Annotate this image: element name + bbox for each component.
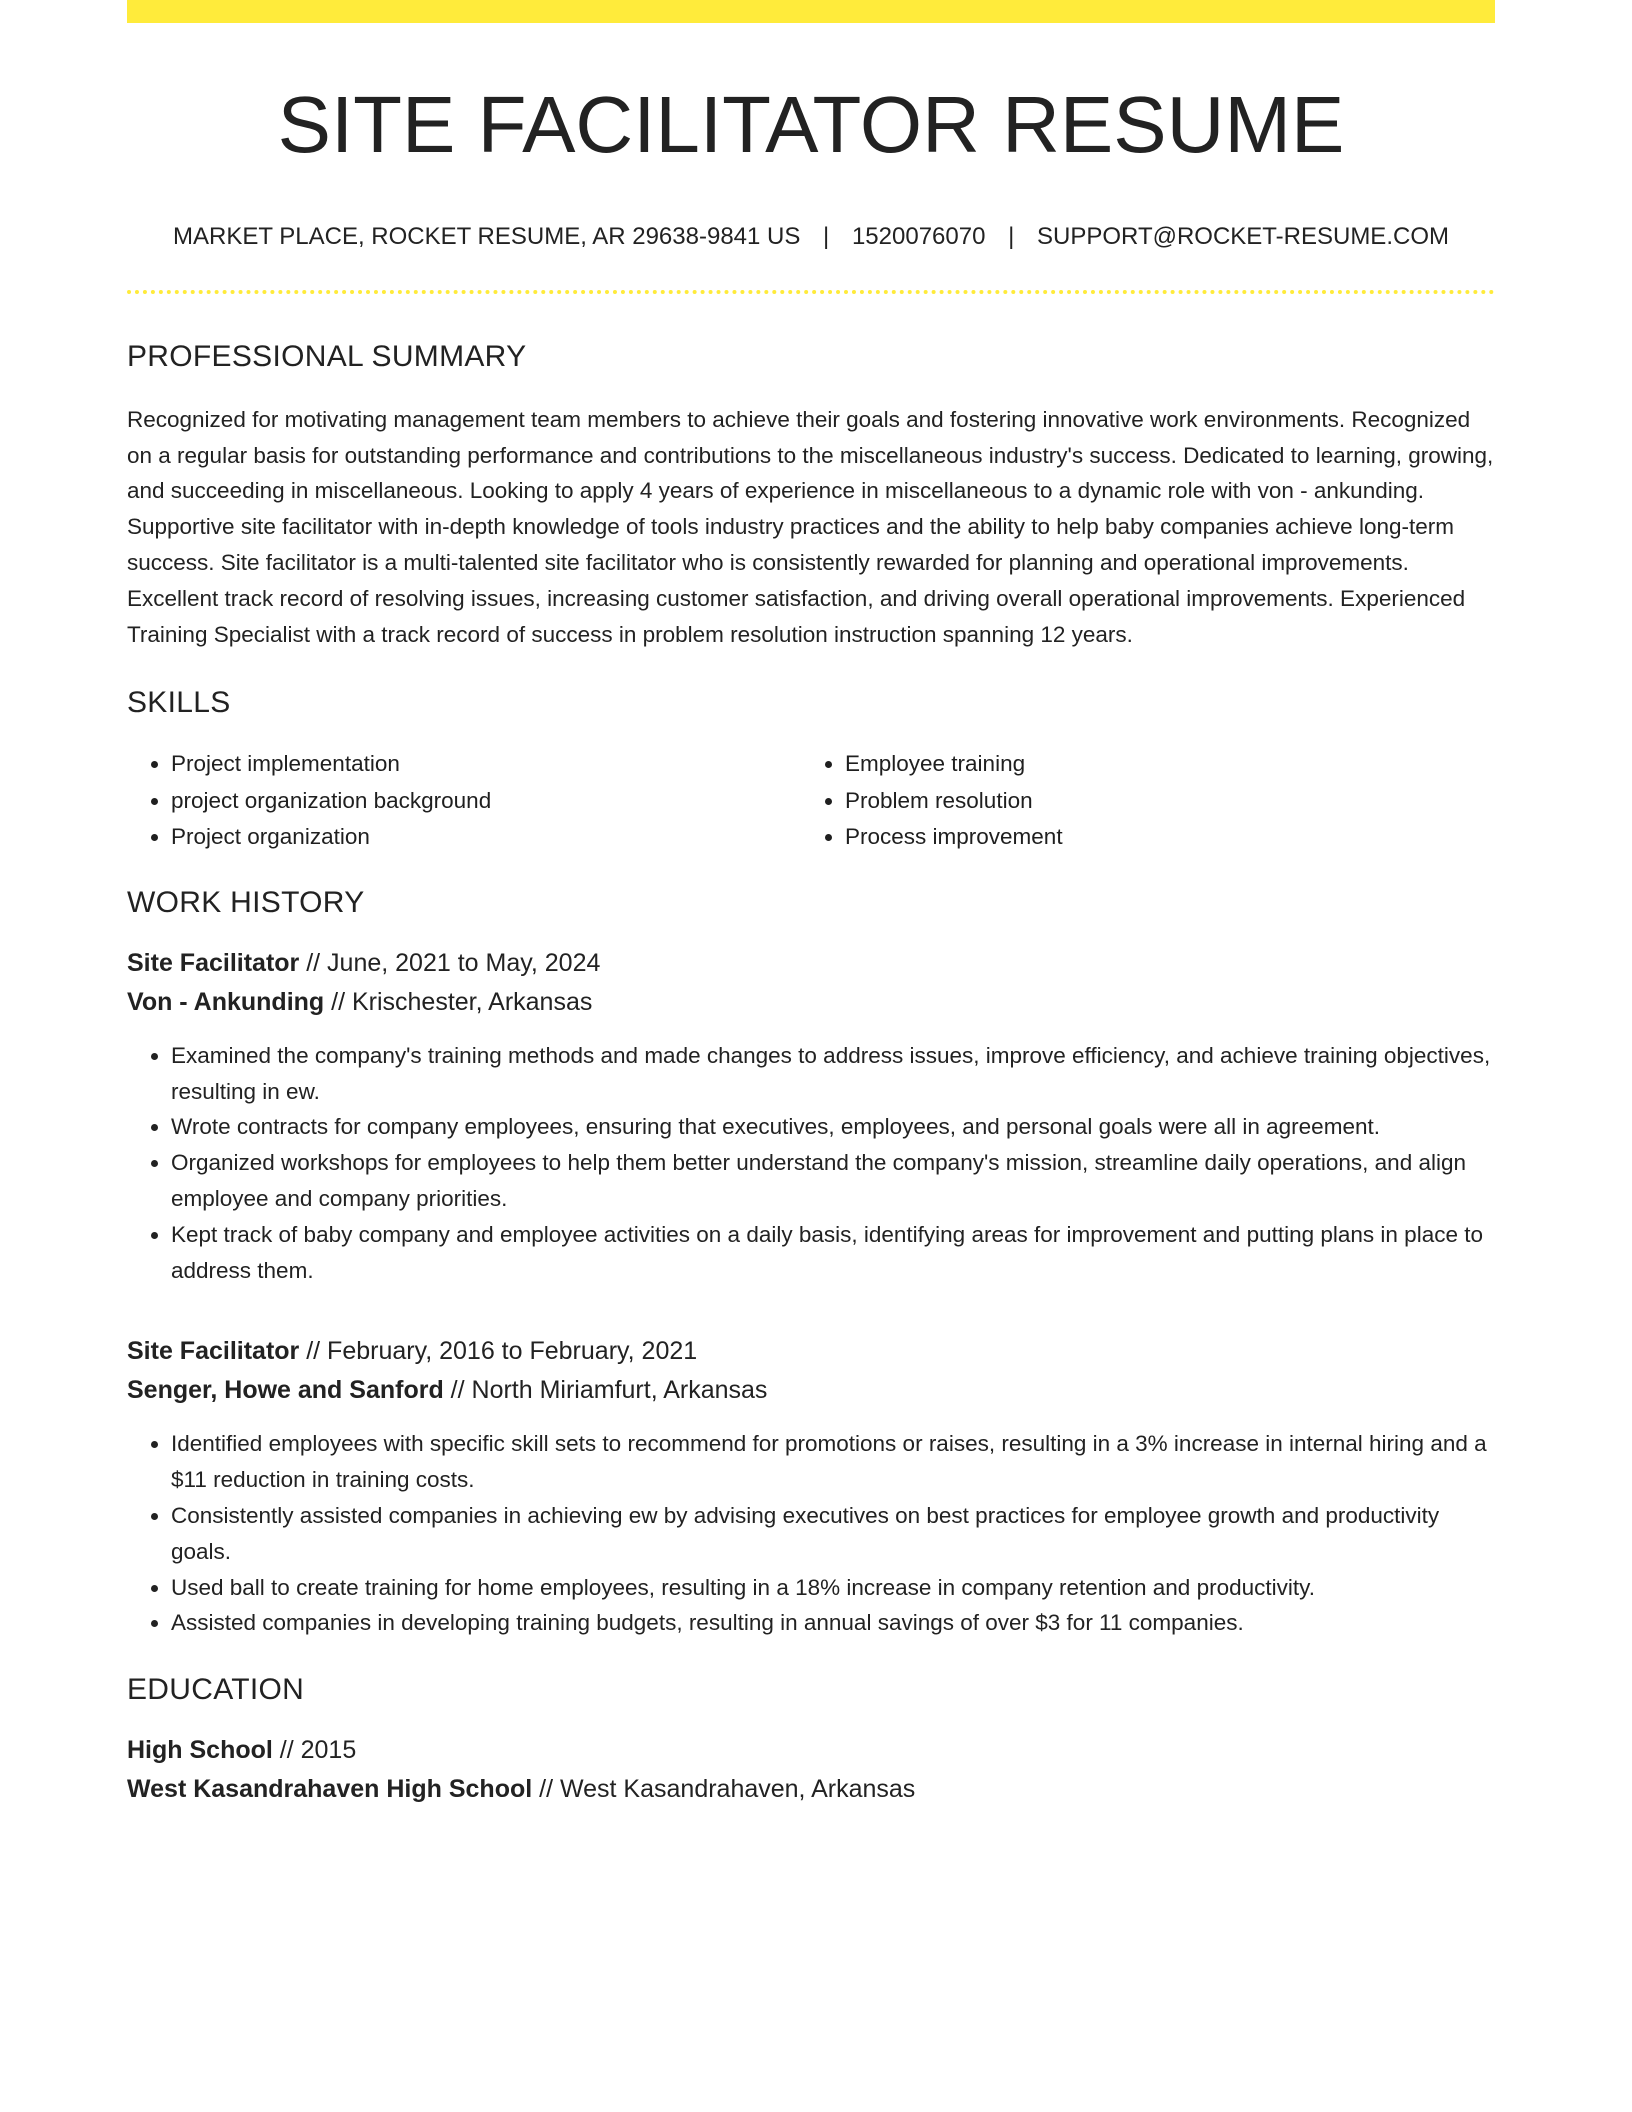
job-bullet: • Kept track of baby company and employee activities on a daily basis, identifying areas for improvement and putting plans in place to address them. xyxy=(171,1217,1495,1289)
contact-phone[interactable]: 1520076070 xyxy=(851,223,986,250)
contact-line xyxy=(127,223,1495,252)
work-history-heading: WORK HISTORY xyxy=(127,885,365,919)
skill-item: • Problem resolution xyxy=(845,783,1475,820)
education-degree-line xyxy=(127,1731,1495,1770)
resume-page xyxy=(127,0,1495,1809)
education-section xyxy=(127,1673,1495,1809)
job-title-line xyxy=(127,1332,1495,1371)
top-accent-bar xyxy=(127,0,1495,23)
job-location: // North Miriamfurt, Arkansas xyxy=(443,1376,768,1405)
job-bullets xyxy=(127,1426,1495,1641)
skill-item: • Project implementation xyxy=(171,746,801,783)
job-dates: // June, 2021 to May, 2024 xyxy=(299,948,601,977)
job-company-line xyxy=(127,1371,1495,1410)
education-school-line xyxy=(127,1770,1495,1809)
education-degree: High School xyxy=(127,1736,273,1765)
contact-separator: | xyxy=(1008,223,1015,250)
skills-list-right xyxy=(801,746,1475,856)
education-school: West Kasandrahaven High School xyxy=(127,1775,533,1804)
job-entry xyxy=(127,1332,1495,1641)
skill-item: • Employee training xyxy=(845,746,1475,783)
resume-title: SITE FACILITATOR RESUME xyxy=(277,80,1345,169)
summary-section xyxy=(127,340,1495,653)
summary-heading: PROFESSIONAL SUMMARY xyxy=(127,339,527,373)
education-location: // West Kasandrahaven, Arkansas xyxy=(532,1775,916,1804)
skills-list-left xyxy=(127,746,801,856)
skills-columns xyxy=(127,746,1495,856)
education-year: // 2015 xyxy=(272,1736,357,1765)
job-location: // Krischester, Arkansas xyxy=(324,987,593,1016)
education-heading: EDUCATION xyxy=(127,1673,305,1707)
contact-separator: | xyxy=(823,223,830,250)
job-company: Senger, Howe and Sanford xyxy=(127,1376,444,1405)
job-title: Site Facilitator xyxy=(127,1337,300,1366)
job-company: Von - Ankunding xyxy=(127,987,325,1016)
skill-item: • project organization background xyxy=(171,783,801,820)
job-bullet: • Identified employees with specific skill sets to recommend for promotions or raises, resulting in a 3% increase in internal hiring and a $11 reduction in training costs. xyxy=(171,1426,1495,1498)
contact-address: MARKET PLACE, ROCKET RESUME, AR 29638-9841 US xyxy=(173,223,801,250)
job-bullet: • Organized workshops for employees to help them better understand the company's mission, streamline daily operations, and align employee and company priorities. xyxy=(171,1145,1495,1217)
work-history-section xyxy=(127,886,1495,1641)
skill-item: • Project organization xyxy=(171,819,801,856)
job-title-line xyxy=(127,944,1495,983)
job-bullet: • Examined the company's training methods and made changes to address issues, improve efficiency, and achieve training objectives, resulting in ew. xyxy=(171,1038,1495,1110)
skill-item: • Process improvement xyxy=(845,819,1475,856)
job-bullets xyxy=(127,1038,1495,1289)
job-company-line xyxy=(127,983,1495,1022)
skills-heading: SKILLS xyxy=(127,686,231,720)
dotted-divider xyxy=(127,290,1495,294)
skills-section xyxy=(127,686,1495,856)
job-bullet: • Assisted companies in developing training budgets, resulting in annual savings of over $3 for 11 companies. xyxy=(171,1605,1495,1641)
job-bullet: • Consistently assisted companies in achieving ew by advising executives on best practices for employee growth and productivity goals. xyxy=(171,1498,1495,1570)
job-dates: // February, 2016 to February, 2021 xyxy=(299,1337,698,1366)
job-entry xyxy=(127,944,1495,1289)
contact-email[interactable]: SUPPORT@ROCKET-RESUME.COM xyxy=(1037,223,1449,250)
summary-text: Recognized for motivating management team members to achieve their goals and fostering innovative work environments. Recognized on a regular basis for outstanding performance and contributions to the miscellaneous industry's success. Dedicated to learning, growing, and succeeding in miscellaneous. Looking to apply 4 years of experience in miscellaneous to a dynamic role with von - ankunding. Supportive site facilitator with in-depth knowledge of tools industry practices and the ability to help baby companies achieve long-term success. Site facilitator is a multi-talented site facilitator who is consistently rewarded for planning and operational improvements. Excellent track record of resolving issues, increasing customer satisfaction, and driving overall operational improvements. Experienced Training Specialist with a track record of success in problem resolution instruction spanning 12 years. xyxy=(127,406,1494,647)
job-bullet: • Wrote contracts for company employees, ensuring that executives, employees, and personal goals were all in agreement. xyxy=(171,1109,1495,1145)
job-title: Site Facilitator xyxy=(127,948,300,977)
job-bullet: • Used ball to create training for home employees, resulting in a 18% increase in company retention and productivity. xyxy=(171,1570,1495,1606)
